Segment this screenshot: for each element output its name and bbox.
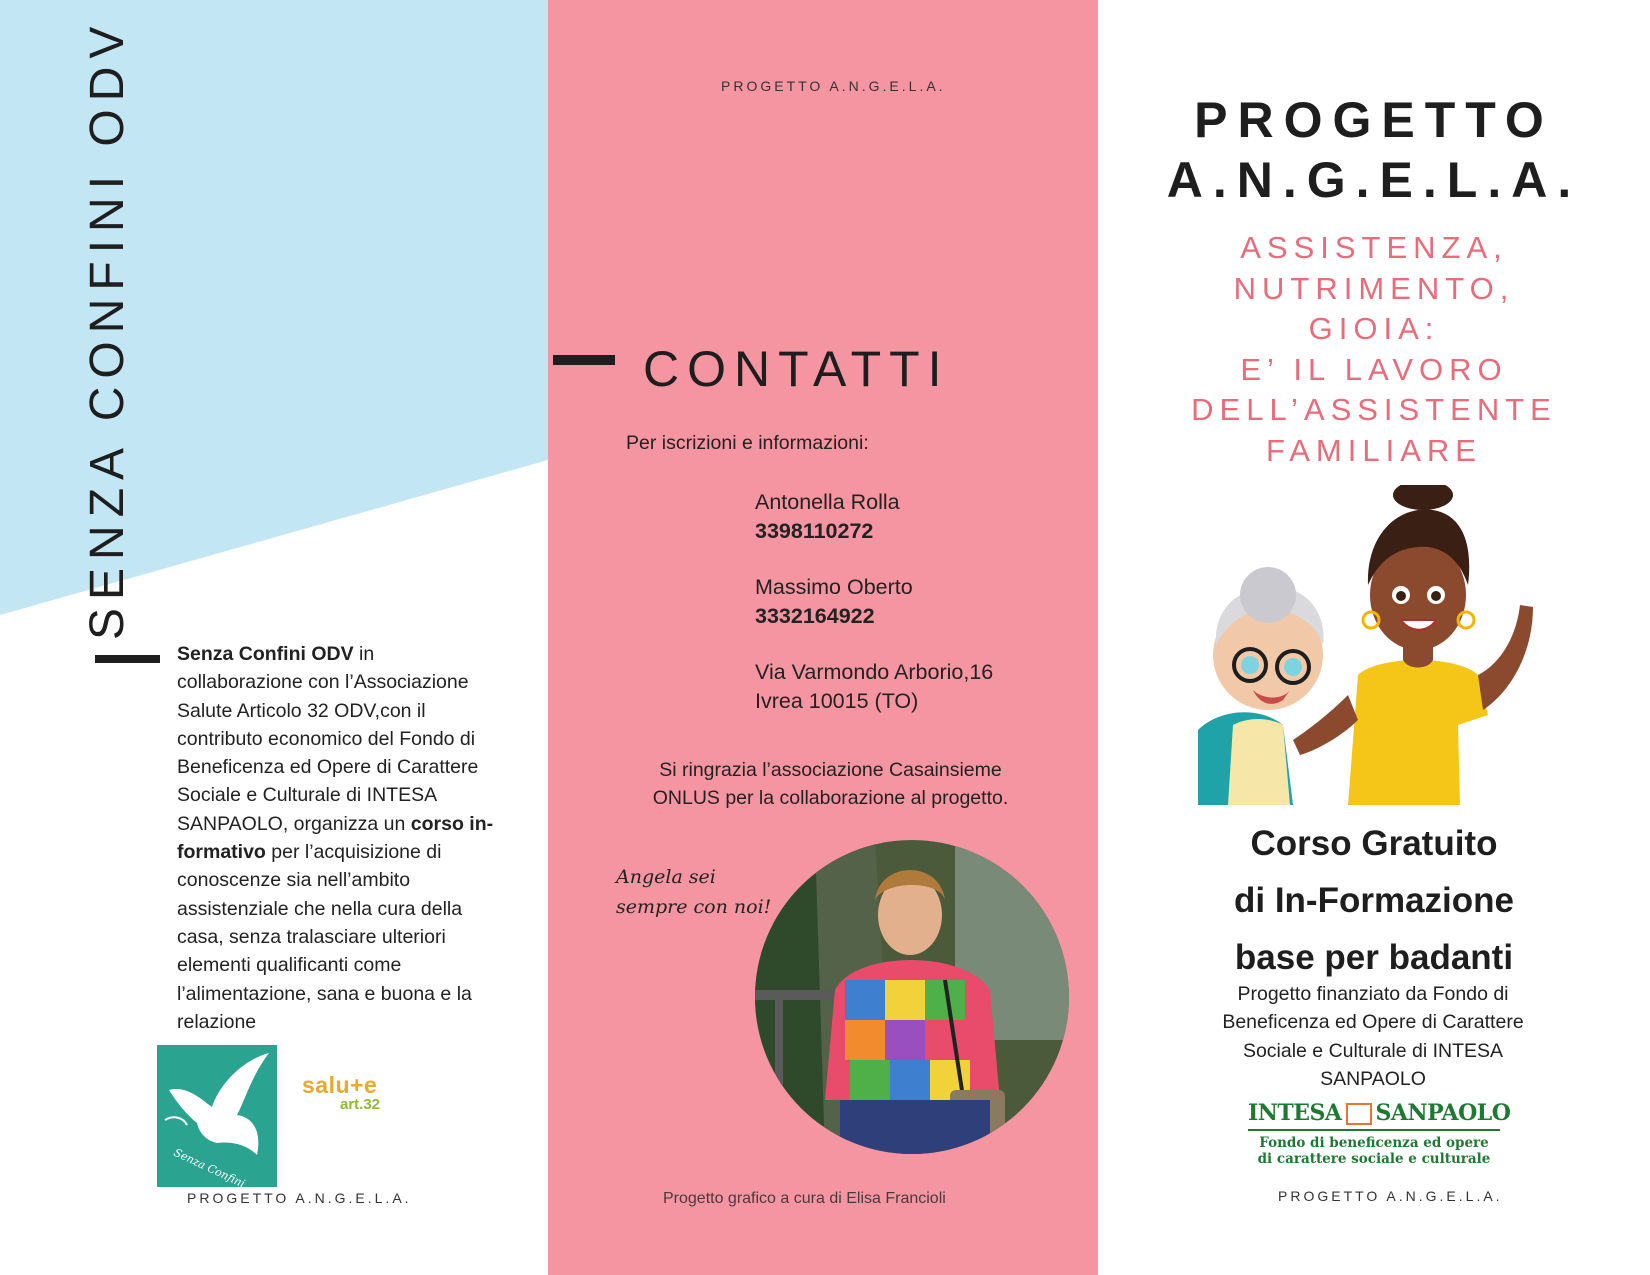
left-footer: PROGETTO A.N.G.E.L.A. — [187, 1190, 412, 1206]
angela-photo — [755, 840, 1069, 1154]
address-street: Via Varmondo Arborio,16 — [755, 660, 994, 684]
project-title-line-2: A.N.G.E.L.A. — [1166, 152, 1582, 208]
org-name: Senza Confini ODV — [177, 643, 354, 665]
course-title-line: base per badanti — [1234, 938, 1514, 977]
bank-desc-line-2: di carattere sociale e culturale — [1257, 1151, 1491, 1167]
left-panel — [0, 0, 548, 1275]
right-panel — [1098, 0, 1650, 1275]
contacts-title: CONTATTI — [643, 341, 950, 397]
subtitle-line: FAMILIARE — [1266, 432, 1482, 468]
salute-logo-word: salu+e — [302, 1072, 378, 1098]
intro-paragraph — [177, 640, 497, 1036]
funding-text: Progetto finanziato da Fondo di Beneficenza ed Opere di Carattere Sociale e Culturale di INTESA SANPAOLO — [1222, 983, 1524, 1090]
logo-text: Senza Confini — [171, 1145, 248, 1187]
project-title-line-1: PROGETTO — [1194, 92, 1554, 148]
salute-logo-sub: art.32 — [340, 1096, 381, 1113]
subtitle-line: E’ IL LAVORO — [1240, 351, 1508, 387]
dedication-line-1: Angela sei — [616, 866, 716, 888]
contact-name: Massimo Oberto — [755, 575, 913, 599]
address-city: Ivrea 10015 (TO) — [755, 688, 919, 713]
bank-mark-icon — [1346, 1103, 1372, 1125]
contact-phone: 3398110272 — [755, 518, 874, 543]
title-dash — [553, 355, 615, 365]
contact-name: Antonella Rolla — [755, 490, 900, 514]
senza-confini-logo — [157, 1045, 277, 1187]
bank-name — [1248, 1100, 1511, 1126]
right-footer: PROGETTO A.N.G.E.L.A. — [1278, 1188, 1503, 1204]
intesa-sanpaolo-logo — [1248, 1100, 1511, 1167]
dedication — [616, 862, 771, 922]
course-title — [1098, 815, 1650, 986]
bank-name-1: INTESA — [1248, 1100, 1342, 1126]
middle-header: PROGETTO A.N.G.E.L.A. — [721, 78, 946, 94]
contact-2 — [755, 573, 913, 630]
address — [755, 658, 993, 715]
vertical-title: SENZA CONFINI ODV — [81, 18, 134, 640]
middle-panel — [548, 0, 1098, 1275]
bank-divider — [1248, 1129, 1500, 1131]
caregiver-illustration — [1198, 485, 1548, 805]
project-subtitle — [1098, 228, 1650, 471]
dedication-line-2: sempre con noi! — [616, 896, 772, 918]
project-title — [1098, 90, 1650, 210]
intro-text-1: in collaborazione con l’Associazione Salute Articolo 32 ODV,con il contributo economico del Fondo di Beneficenza ed Opere di Carattere Sociale e Culturale di INTESA SANPAOLO, organizza un — [177, 643, 479, 835]
intro-text-2: per l’acquisizione di conoscenze sia nell’ambito assistenziale che nella cura della casa, senza tralasciare ulteriori elementi qualificanti come l’alimentazione, sana e buona e la relazione — [177, 841, 472, 1033]
subtitle-line: ASSISTENZA, — [1240, 230, 1508, 265]
course-title-line: Corso Gratuito — [1250, 824, 1498, 863]
salute-art32-logo — [302, 1072, 412, 1113]
contact-1 — [755, 488, 900, 545]
course-title-line: di In-Formazione — [1234, 881, 1514, 920]
bank-desc-line-1: Fondo di beneficenza ed opere — [1259, 1135, 1489, 1151]
accent-bar — [95, 655, 160, 663]
design-credit: Progetto grafico a cura di Elisa Francioli — [663, 1190, 946, 1207]
contacts-intro: Per iscrizioni e informazioni: — [626, 432, 869, 454]
subtitle-line: NUTRIMENTO, — [1233, 270, 1515, 306]
thanks-text: Si ringrazia l’associazione Casainsieme ONLUS per la collaborazione al progetto. — [652, 759, 1009, 810]
dove-icon — [157, 1045, 277, 1187]
subtitle-line: GIOIA: — [1308, 311, 1440, 346]
course-highlight: corso in-formativo — [177, 812, 494, 864]
subtitle-line: DELL’ASSISTENTE — [1191, 392, 1557, 427]
contact-phone: 3332164922 — [755, 603, 875, 628]
bank-name-2: SANPAOLO — [1375, 1100, 1511, 1126]
